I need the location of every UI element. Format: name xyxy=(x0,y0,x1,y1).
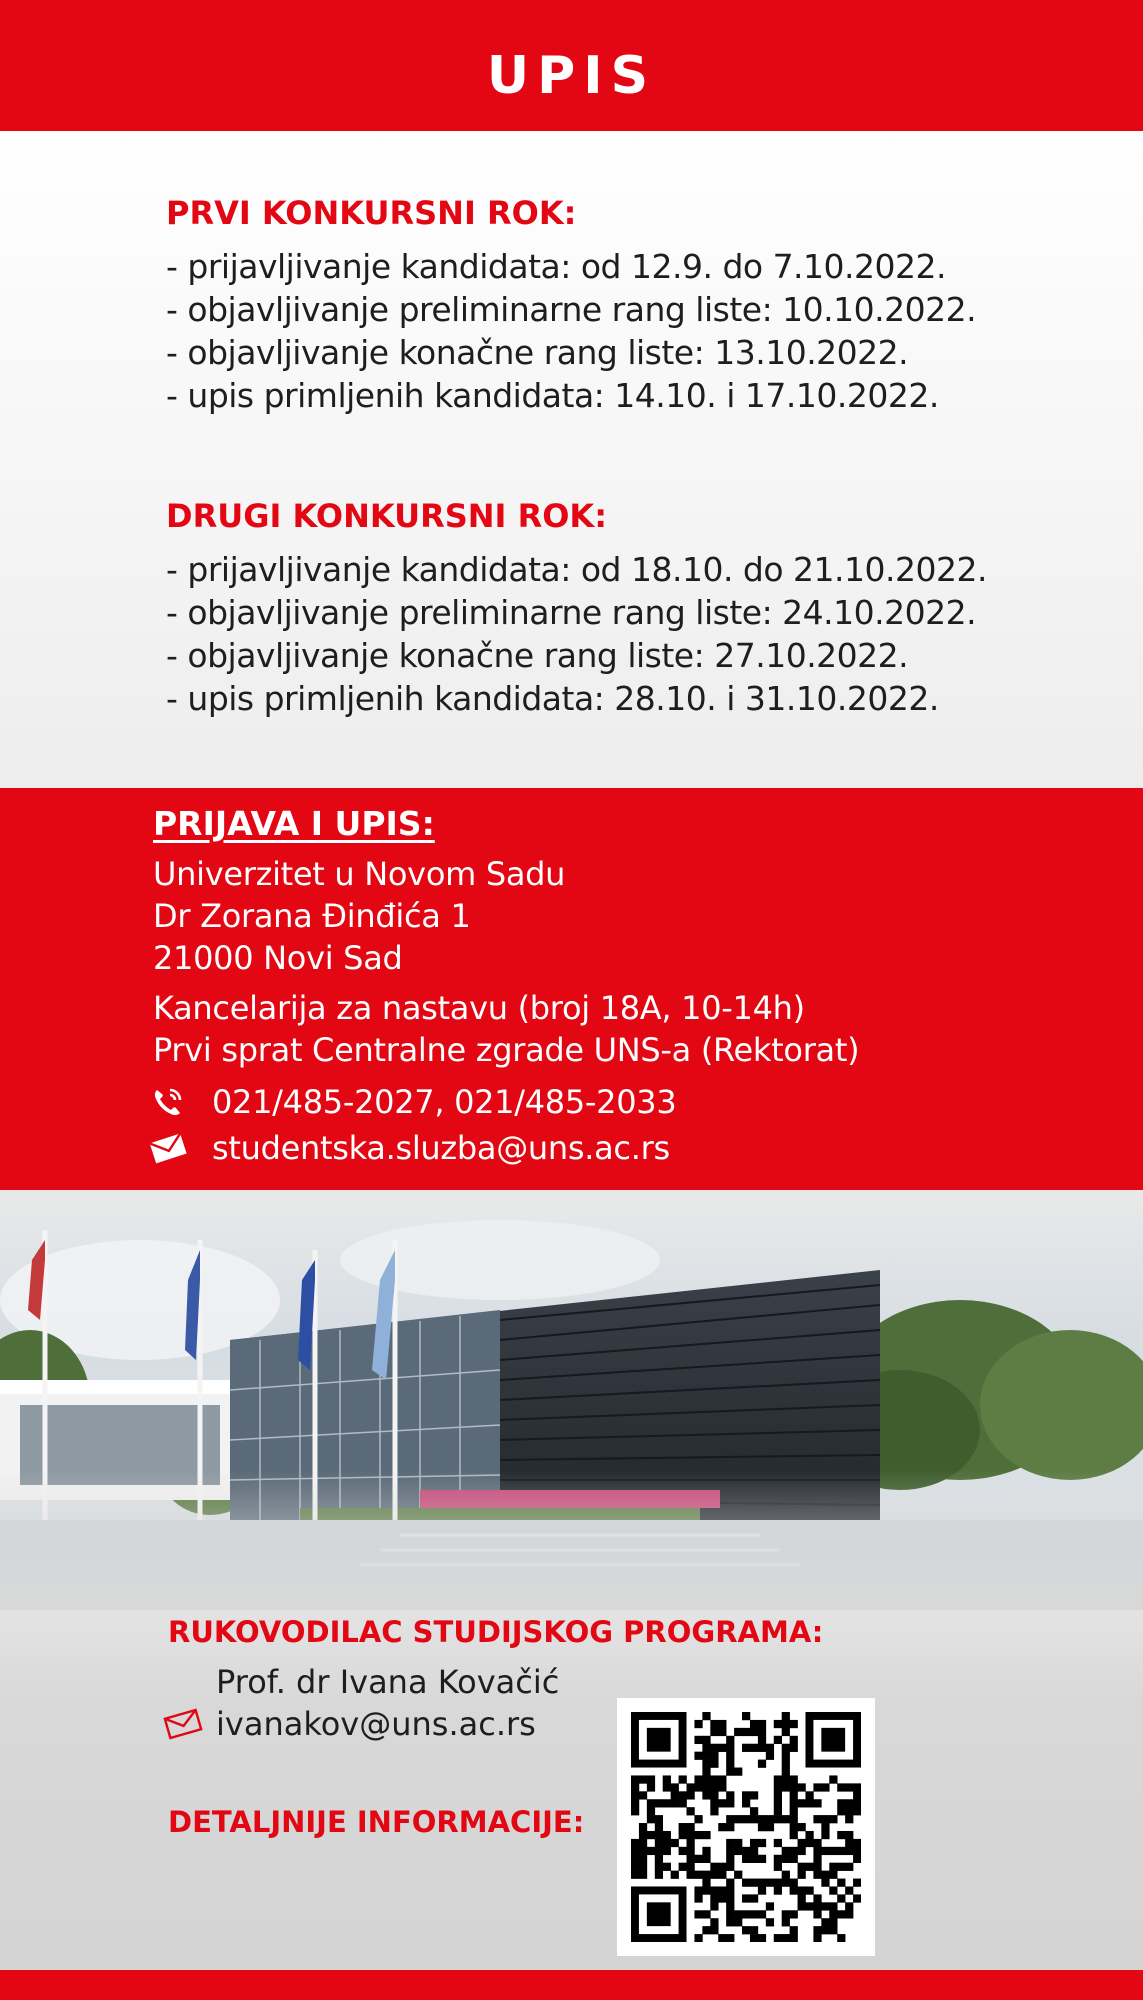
header-banner xyxy=(0,0,1143,131)
contact-address-block xyxy=(153,853,1113,1071)
office-line: Prvi sprat Centralne zgrade UNS-a (Rektorat) xyxy=(153,1031,860,1069)
program-lead-email-link[interactable]: ivanakov@uns.ac.rs xyxy=(216,1705,536,1743)
second-round-item: - upis primljenih kandidata: 28.10. i 31.10.2022. xyxy=(166,679,939,718)
program-lead-title: RUKOVODILAC STUDIJSKOG PROGRAMA: xyxy=(168,1615,824,1649)
first-round-item: - objavljivanje preliminarne rang liste: 10.10.2022. xyxy=(166,290,977,329)
first-round-item: - upis primljenih kandidata: 14.10. i 17.10.2022. xyxy=(166,376,939,415)
application-contact-section xyxy=(0,788,1143,1190)
page-title: UPIS xyxy=(486,46,657,106)
email-row xyxy=(148,1126,670,1170)
first-round xyxy=(166,193,1106,417)
more-info-title: DETALJNIJE INFORMACIJE: xyxy=(168,1805,585,1839)
address-line: Univerzitet u Novom Sadu xyxy=(153,855,566,893)
phone-icon xyxy=(148,1082,188,1122)
address-line: 21000 Novi Sad xyxy=(153,939,403,977)
second-round-item: - objavljivanje preliminarne rang liste: 24.10.2022. xyxy=(166,593,977,632)
admission-dates-section xyxy=(0,131,1143,788)
program-info-section xyxy=(0,1590,1143,1970)
qr-code-image xyxy=(631,1712,861,1942)
contact-title: PRIJAVA I UPIS: xyxy=(153,804,435,843)
office-line: Kancelarija za nastavu (broj 18A, 10-14h) xyxy=(153,989,805,1027)
footer-bar xyxy=(0,1970,1143,2000)
second-round-item: - objavljivanje konačne rang liste: 27.10.2022. xyxy=(166,636,909,675)
address-line: Dr Zorana Đinđića 1 xyxy=(153,897,471,935)
second-round-item: - prijavljivanje kandidata: od 18.10. do 21.10.2022. xyxy=(166,550,987,589)
second-round xyxy=(166,496,1106,720)
first-round-title: PRVI KONKURSNI ROK: xyxy=(166,194,577,232)
envelope-outline-icon xyxy=(163,1707,203,1741)
first-round-item: - prijavljivanje kandidata: od 12.9. do 7.10.2022. xyxy=(166,247,947,286)
second-round-title: DRUGI KONKURSNI ROK: xyxy=(166,497,608,535)
first-round-item: - objavljivanje konačne rang liste: 13.10.2022. xyxy=(166,333,909,372)
program-lead-name: Prof. dr Ivana Kovačić xyxy=(216,1663,560,1701)
qr-code[interactable] xyxy=(617,1698,875,1956)
spacer xyxy=(153,979,1113,987)
phone-numbers[interactable]: 021/485-2027, 021/485-2033 xyxy=(212,1083,677,1121)
rectorate-building-photo xyxy=(0,1190,1143,1610)
phone-row xyxy=(148,1080,676,1124)
contact-email-link[interactable]: studentska.sluzba@uns.ac.rs xyxy=(212,1129,670,1167)
envelope-icon xyxy=(148,1128,188,1168)
